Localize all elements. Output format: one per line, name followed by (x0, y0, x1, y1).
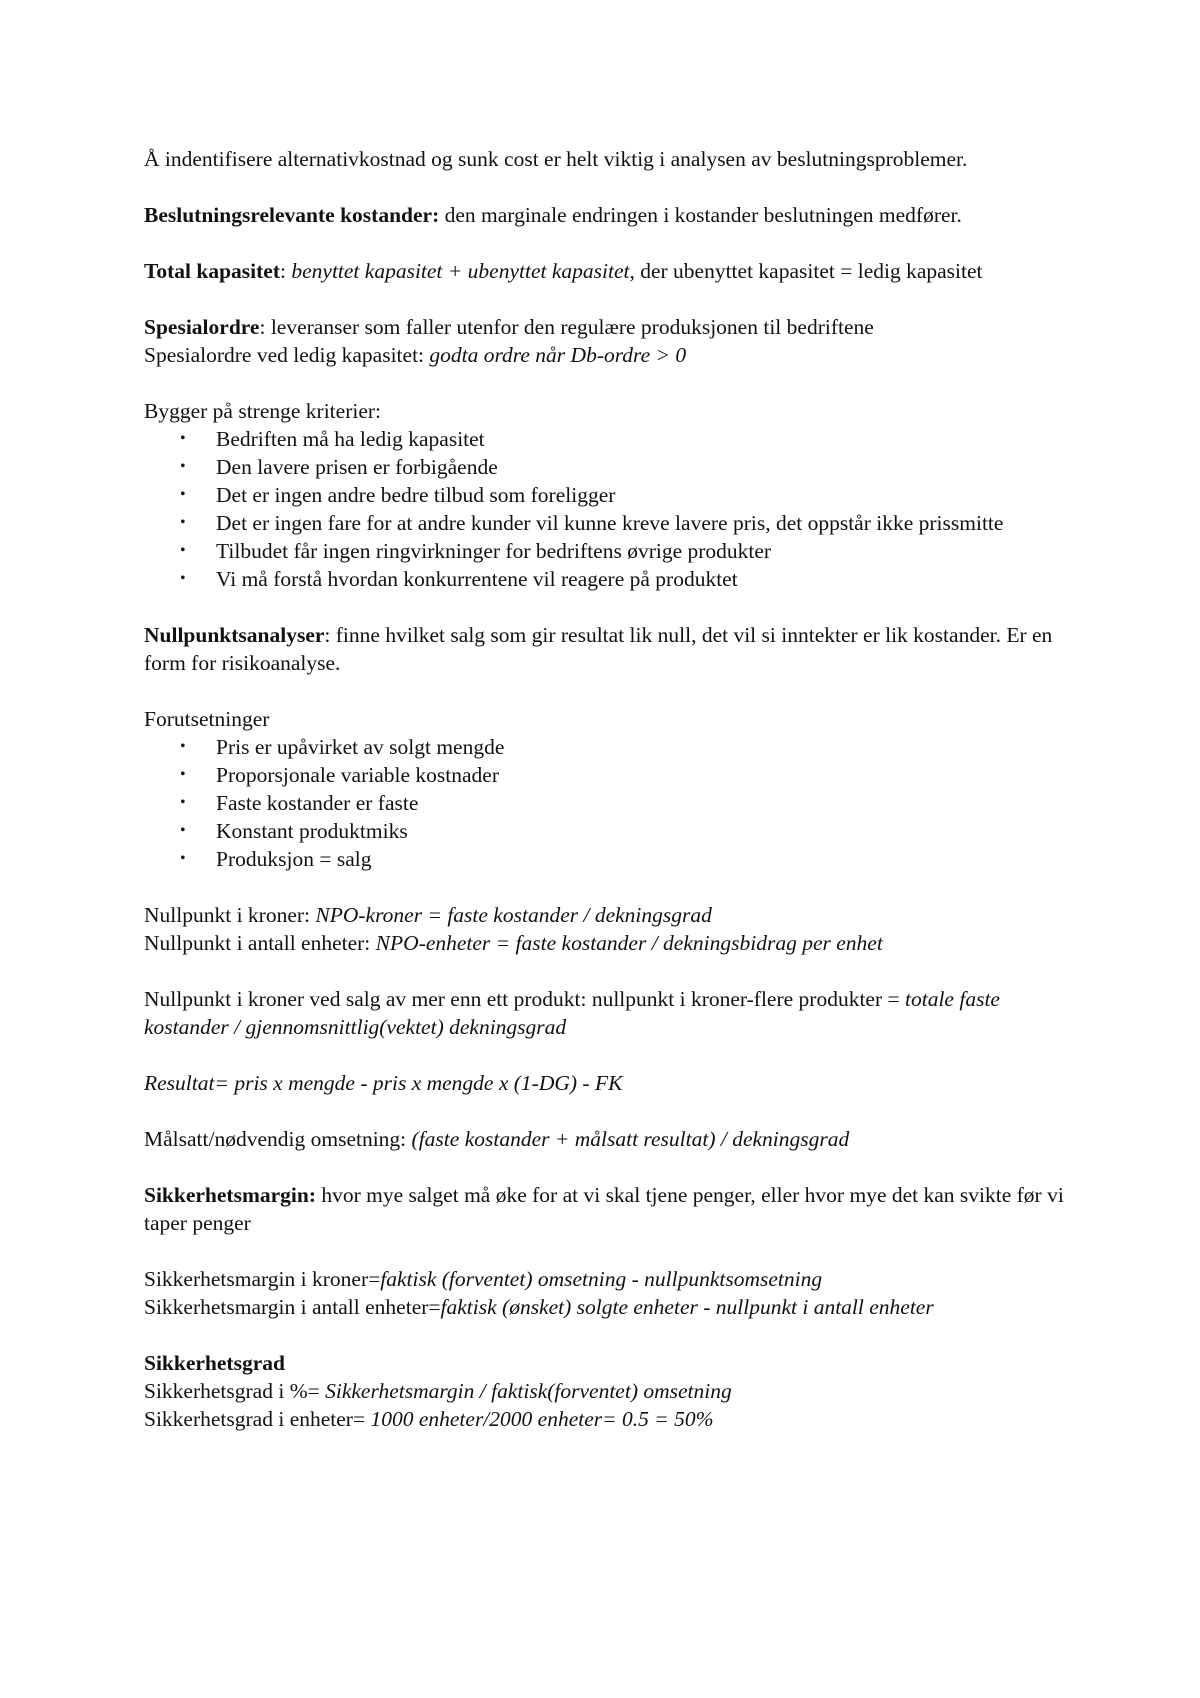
list-item-text: Bedriften må ha ledig kapasitet (216, 427, 485, 451)
bullet-icon: • (180, 850, 186, 867)
list-item-text: Vi må forstå hvordan konkurrentene vil reagere på produktet (216, 567, 738, 591)
list-item (180, 565, 1074, 593)
break-even-kroner-label: Nullpunkt i kroner: (144, 903, 316, 927)
special-order-definition: : leveranser som faller utenfor den regulære produksjonen til bedriftene (259, 315, 874, 339)
bullet-icon: • (180, 430, 186, 447)
special-order-term: Spesialordre (144, 315, 260, 339)
multi-product-paragraph (144, 985, 1074, 1041)
safety-margin-paragraph (144, 1181, 1074, 1237)
list-item-text: Konstant produktmiks (216, 819, 408, 843)
list-item (180, 425, 1074, 453)
break-even-kroner-line (144, 901, 1074, 929)
list-item (180, 537, 1074, 565)
target-revenue-label: Målsatt/nødvendig omsetning: (144, 1127, 412, 1151)
special-order-paragraph (144, 313, 1074, 341)
total-capacity-formula: benyttet kapasitet + ubenyttet kapasitet (291, 259, 630, 283)
bullet-icon: • (180, 458, 186, 475)
intro-text: Å indentifisere alternativkostnad og sunk cost er helt viktig i analysen av beslutningsproblemer. (144, 147, 968, 171)
total-capacity-paragraph (144, 257, 1074, 285)
list-item-text: Det er ingen andre bedre tilbud som foreligger (216, 483, 616, 507)
multi-product-formula: totale faste kostander / gjennomsnittlig(vektet) dekningsgrad (144, 987, 1000, 1039)
list-item-text: Faste kostander er faste (216, 791, 419, 815)
result-formula-line (144, 1069, 1074, 1097)
bullet-icon: • (180, 542, 186, 559)
relevant-costs-term: Beslutningsrelevante kostander: (144, 203, 440, 227)
intro-paragraph (144, 145, 1074, 173)
list-item-text: Den lavere prisen er forbigående (216, 455, 498, 479)
safety-margin-kroner-label: Sikkerhetsmargin i kroner= (144, 1267, 381, 1291)
list-item (180, 481, 1074, 509)
bullet-icon: • (180, 766, 186, 783)
result-formula: Resultat= pris x mengde - pris x mengde x (1-DG) - FK (144, 1071, 623, 1095)
bullet-icon: • (180, 822, 186, 839)
list-item (180, 845, 1074, 873)
list-item (180, 761, 1074, 789)
safety-margin-units-label: Sikkerhetsmargin i antall enheter= (144, 1295, 441, 1319)
list-item-text: Det er ingen fare for at andre kunder vil kunne kreve lavere pris, det oppstår ikke prissmitte (216, 511, 1004, 535)
safety-margin-kroner-line (144, 1265, 1074, 1293)
break-even-term: Nullpunktsanalyser (144, 623, 325, 647)
safety-degree-units-formula: 1000 enheter/2000 enheter= 0.5 = 50% (365, 1407, 714, 1431)
special-order-rule (144, 341, 1074, 369)
safety-degree-percent-label: Sikkerhetsgrad i %= (144, 1379, 320, 1403)
criteria-heading: Bygger på strenge kriterier: (144, 399, 382, 423)
criteria-list (144, 425, 1074, 593)
bullet-icon: • (180, 514, 186, 531)
list-item (180, 817, 1074, 845)
bullet-icon: • (180, 794, 186, 811)
list-item-text: Pris er upåvirket av solgt mengde (216, 735, 505, 759)
assumptions-list (144, 733, 1074, 873)
assumptions-heading: Forutsetninger (144, 707, 270, 731)
list-item-text: Proporsjonale variable kostnader (216, 763, 499, 787)
special-order-rule-formula: godta ordre når Db-ordre > 0 (429, 343, 687, 367)
relevant-costs-definition: den marginale endringen i kostander beslutningen medfører. (439, 203, 962, 227)
list-item (180, 733, 1074, 761)
list-item-text: Produksjon = salg (216, 847, 372, 871)
break-even-definition: : finne hvilket salg som gir resultat lik null, det vil si inntekter er lik kostander. Er en form for risikoanalyse. (144, 623, 1053, 675)
total-capacity-term: Total kapasitet (144, 259, 280, 283)
bullet-icon: • (180, 486, 186, 503)
break-even-kroner-formula: NPO-kroner = faste kostander / dekningsgrad (315, 903, 712, 927)
safety-margin-term: Sikkerhetsmargin: (144, 1183, 316, 1207)
relevant-costs-paragraph (144, 201, 1074, 229)
break-even-units-line (144, 929, 1074, 957)
special-order-rule-label: Spesialordre ved ledig kapasitet: (144, 343, 430, 367)
break-even-units-label: Nullpunkt i antall enheter: (144, 931, 376, 955)
safety-degree-percent-formula: Sikkerhetsmargin / faktisk(forventet) omsetning (319, 1379, 732, 1403)
multi-product-label: Nullpunkt i kroner ved salg av mer enn ett produkt: nullpunkt i kroner-flere produkter = (144, 987, 906, 1011)
total-capacity-colon: : (280, 259, 292, 283)
total-capacity-definition: , der ubenyttet kapasitet = ledig kapasitet (629, 259, 983, 283)
safety-degree-percent-line (144, 1377, 1074, 1405)
target-revenue-formula: (faste kostander + målsatt resultat) / dekningsgrad (411, 1127, 850, 1151)
safety-margin-definition: hvor mye salget må øke for at vi skal tjene penger, eller hvor mye det kan svikte før vi taper penger (144, 1183, 1064, 1235)
list-item-text: Tilbudet får ingen ringvirkninger for bedriftens øvrige produkter (216, 539, 772, 563)
safety-degree-term: Sikkerhetsgrad (144, 1351, 285, 1375)
bullet-icon: • (180, 570, 186, 587)
list-item (180, 509, 1074, 537)
target-revenue-line (144, 1125, 1074, 1153)
break-even-paragraph (144, 621, 1074, 677)
safety-degree-units-label: Sikkerhetsgrad i enheter= (144, 1407, 366, 1431)
safety-margin-units-formula: faktisk (ønsket) solgte enheter - nullpunkt i antall enheter (440, 1295, 934, 1319)
safety-margin-units-line (144, 1293, 1074, 1321)
list-item (180, 453, 1074, 481)
safety-degree-units-line (144, 1405, 1074, 1433)
document-body (144, 145, 1074, 1433)
safety-degree-heading (144, 1349, 1074, 1377)
bullet-icon: • (180, 738, 186, 755)
safety-margin-kroner-formula: faktisk (forventet) omsetning - nullpunktsomsetning (380, 1267, 823, 1291)
break-even-units-formula: NPO-enheter = faste kostander / dekningsbidrag per enhet (375, 931, 883, 955)
list-item (180, 789, 1074, 817)
